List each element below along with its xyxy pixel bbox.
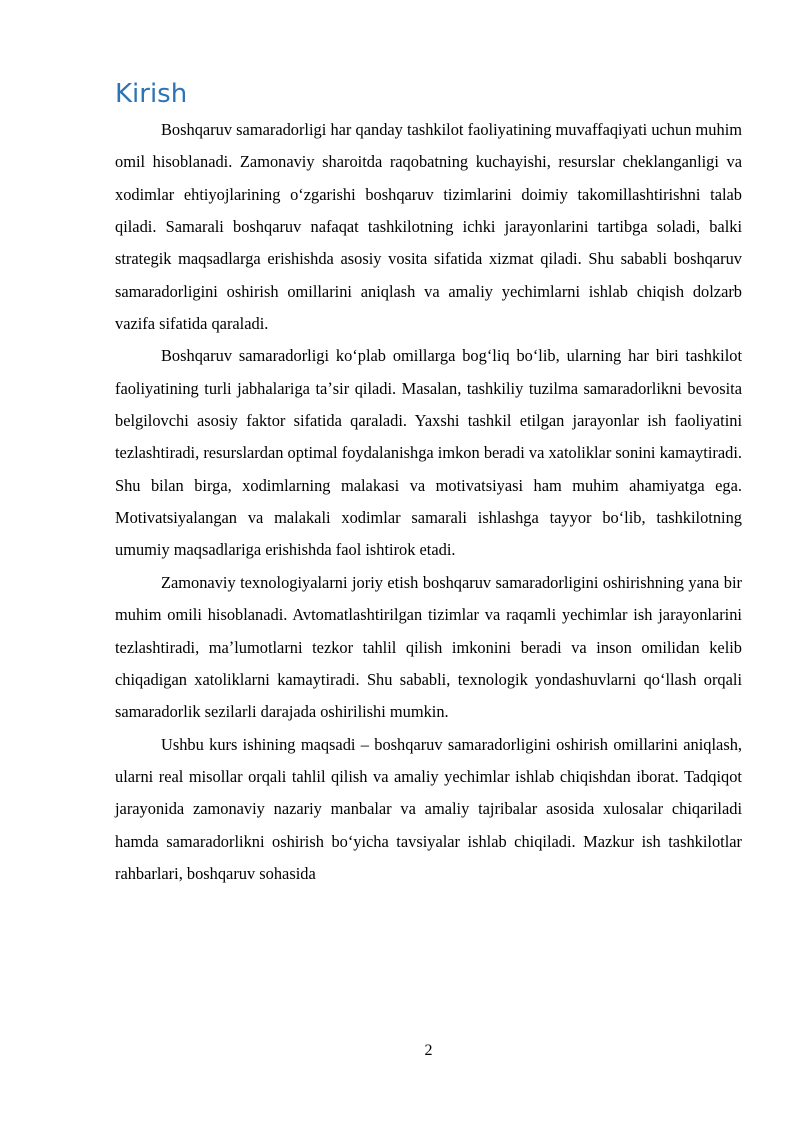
- page-number: 2: [424, 1042, 433, 1059]
- body-text: [115, 114, 742, 890]
- paragraph: Boshqaruv samaradorligi har qanday tashkilot faoliyatining muvaffaqiyati uchun muhim omil hisoblanadi. Zamonaviy sharoitda raqobatning kuchayishi, resurslar cheklanganligi va xodimlar ehtiyojlarining oʻzgarishi boshqaruv tizimlarini doimiy takomillashtirishni talab qiladi. Samarali boshqaruv nafaqat tashkilotning ichki jarayonlarini tartibga soladi, balki strategik maqsadlarga erishishda asosiy vosita sifatida xizmat qiladi. Shu sababli boshqaruv samaradorligini oshirish omillarini aniqlash va amaliy yechimlarni ishlab chiqish dolzarb vazifa sifatida qaraladi.: [115, 120, 742, 334]
- paragraph: Zamonaviy texnologiyalarni joriy etish boshqaruv samaradorligini oshirishning yana bir muhim omili hisoblanadi. Avtomatlashtirilgan tizimlar va raqamli yechimlar ish jarayonlarini tezlashtiradi, maʼlumotlarni tezkor tahlil qilish imkonini beradi va inson omilidan kelib chiqadigan xatoliklarni kamaytiradi. Shu sababli, texnologik yondashuvlarni qoʻllash orqali samaradorlik sezilarli darajada oshirilishi mumkin.: [115, 572, 742, 722]
- paragraph: Boshqaruv samaradorligi koʻplab omillarga bogʻliq boʻlib, ularning har biri tashkilot faoliyatining turli jabhalariga taʼsir qiladi. Masalan, tashkiliy tuzilma samaradorlikni bevosita belgilovchi asosiy faktor sifatida qaraladi. Yaxshi tashkil etilgan jarayonlar ish faoliyatini tezlashtiradi, resurslardan optimal foydalanishga imkon beradi va xatoliklar sonini kamaytiradi. Shu bilan birga, xodimlarning malakasi va motivatsiyasi ham muhim ahamiyatga ega. Motivatsiyalangan va malakali xodimlar samarali ishlashga tayyor boʻlib, tashkilotning umumiy maqsadlariga erishishda faol ishtirok etadi.: [115, 346, 742, 560]
- paragraph: Ushbu kurs ishining maqsadi – boshqaruv samaradorligini oshirish omillarini aniqlash, ularni real misollar orqali tahlil qilish va amaliy yechimlar ishlab chiqishdan iborat. Tadqiqot jarayonida zamonaviy nazariy manbalar va amaliy tajribalar asosida xulosalar chiqariladi hamda samaradorlikni oshirish boʻyicha tavsiyalar ishlab chiqiladi. Mazkur ish tashkilotlar rahbarlari, boshqaruv sohasida: [115, 734, 742, 883]
- section-heading: Kirish: [115, 79, 188, 109]
